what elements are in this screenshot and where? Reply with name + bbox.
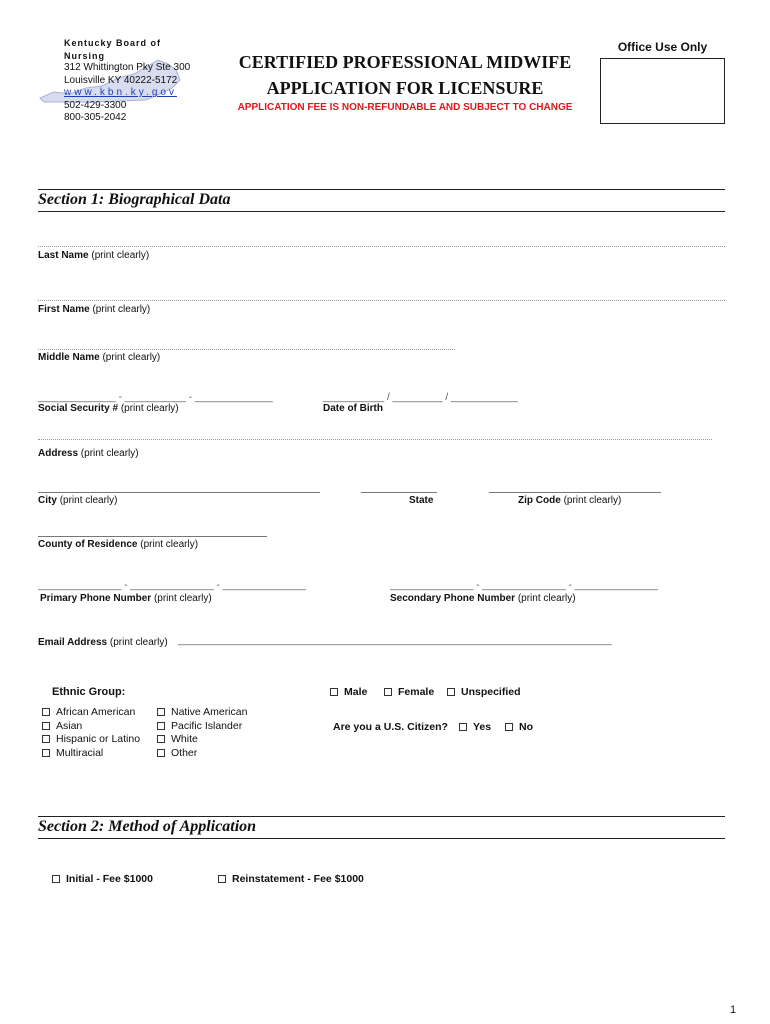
ethnic-option-native-american[interactable]: Native American	[157, 706, 247, 720]
section1-title: Section 1: Biographical Data	[38, 191, 231, 208]
board-phone-1: 502-429-3300	[64, 99, 127, 111]
application-initial-option[interactable]: Initial - Fee $1000	[52, 873, 153, 887]
ethnic-option-other[interactable]: Other	[157, 747, 247, 761]
middle-name-label: Middle Name (print clearly)	[38, 352, 161, 363]
state-field[interactable]	[361, 492, 437, 493]
ethnic-option-african-american[interactable]: African American	[42, 706, 140, 720]
checkbox-icon[interactable]	[459, 723, 467, 731]
zip-field[interactable]	[489, 492, 661, 493]
ssn-field[interactable]: ______________ - ___________ - ______________	[38, 392, 273, 403]
checkbox-icon[interactable]	[447, 688, 455, 696]
zip-label: Zip Code (print clearly)	[518, 495, 622, 506]
ethnic-option-multiracial[interactable]: Multiracial	[42, 747, 140, 761]
page-number: 1	[730, 1004, 737, 1016]
checkbox-icon[interactable]	[330, 688, 338, 696]
application-reinstatement-option[interactable]: Reinstatement - Fee $1000	[218, 873, 364, 887]
board-phone-2: 800-305-2042	[64, 112, 127, 123]
first-name-label: First Name (print clearly)	[38, 304, 151, 315]
city-field[interactable]	[38, 492, 320, 493]
first-name-field[interactable]	[38, 300, 725, 301]
office-use-label: Office Use Only	[617, 40, 708, 54]
ethnic-group-label: Ethnic Group:	[52, 686, 126, 698]
checkbox-icon[interactable]	[157, 722, 165, 730]
board-contact-info	[64, 37, 204, 125]
gender-option-female[interactable]: Female	[384, 686, 434, 700]
primary-phone-field[interactable]: _______________ - _______________ - _______________	[38, 580, 307, 591]
section2-title: Section 2: Method of Application	[38, 818, 257, 835]
board-website-link[interactable]: www.kbn.ky.gov	[64, 87, 177, 98]
section1-top-rule	[38, 189, 725, 190]
gender-option-male[interactable]: Male	[330, 686, 367, 700]
email-label: Email Address (print clearly)	[38, 637, 168, 648]
checkbox-icon[interactable]	[157, 749, 165, 757]
address-label: Address (print clearly)	[38, 448, 139, 459]
last-name-label: Last Name (print clearly)	[38, 250, 150, 261]
form-title-line1: CERTIFIED PROFESSIONAL MIDWIFE	[238, 52, 572, 72]
checkbox-icon[interactable]	[42, 708, 50, 716]
address-field[interactable]	[38, 439, 712, 440]
citizen-option-yes[interactable]: Yes	[459, 721, 491, 735]
ethnic-option-white[interactable]: White	[157, 733, 247, 747]
secondary-phone-field[interactable]: _______________ - _______________ - _______________	[390, 580, 659, 591]
citizen-question: Are you a U.S. Citizen?	[333, 721, 448, 733]
middle-name-field[interactable]	[38, 349, 455, 350]
checkbox-icon[interactable]	[42, 749, 50, 757]
checkbox-icon[interactable]	[42, 735, 50, 743]
last-name-field[interactable]	[38, 246, 725, 247]
email-field[interactable]: ______________________________________________________________________________	[178, 635, 612, 646]
checkbox-icon[interactable]	[505, 723, 513, 731]
dob-field[interactable]: ___________ / _________ / ____________	[323, 392, 518, 403]
county-label: County of Residence (print clearly)	[38, 539, 199, 550]
checkbox-icon[interactable]	[42, 722, 50, 730]
checkbox-icon[interactable]	[52, 875, 60, 883]
ethnic-group-col1	[42, 706, 140, 760]
city-label: City (print clearly)	[38, 495, 118, 506]
form-title-line2: APPLICATION FOR LICENSURE	[266, 78, 544, 98]
dob-label: Date of Birth	[323, 403, 383, 414]
state-label: State	[409, 495, 434, 506]
ethnic-option-pacific-islander[interactable]: Pacific Islander	[157, 720, 247, 734]
ethnic-option-asian[interactable]: Asian	[42, 720, 140, 734]
citizen-option-no[interactable]: No	[505, 721, 533, 735]
secondary-phone-label: Secondary Phone Number (print clearly)	[390, 593, 576, 604]
checkbox-icon[interactable]	[157, 735, 165, 743]
ssn-label: Social Security # (print clearly)	[38, 403, 179, 414]
ethnic-option-hispanic-latino[interactable]: Hispanic or Latino	[42, 733, 140, 747]
section2-top-rule	[38, 816, 725, 817]
gender-option-unspecified[interactable]: Unspecified	[447, 686, 521, 700]
checkbox-icon[interactable]	[384, 688, 392, 696]
primary-phone-label: Primary Phone Number (print clearly)	[40, 593, 212, 604]
board-name: Kentucky Board of Nursing	[64, 38, 162, 61]
ethnic-group-col2	[157, 706, 247, 760]
section1-bottom-rule	[38, 211, 725, 212]
checkbox-icon[interactable]	[218, 875, 226, 883]
checkbox-icon[interactable]	[157, 708, 165, 716]
fee-notice: APPLICATION FEE IS NON-REFUNDABLE AND SUBJECT TO CHANGE	[237, 102, 573, 113]
section2-bottom-rule	[38, 838, 725, 839]
board-address-line2: Louisville KY 40222-5172	[64, 74, 178, 86]
office-use-box	[600, 58, 725, 124]
county-field[interactable]	[38, 536, 267, 537]
board-address-line1: 312 Whittington Pky Ste 300	[64, 62, 191, 73]
